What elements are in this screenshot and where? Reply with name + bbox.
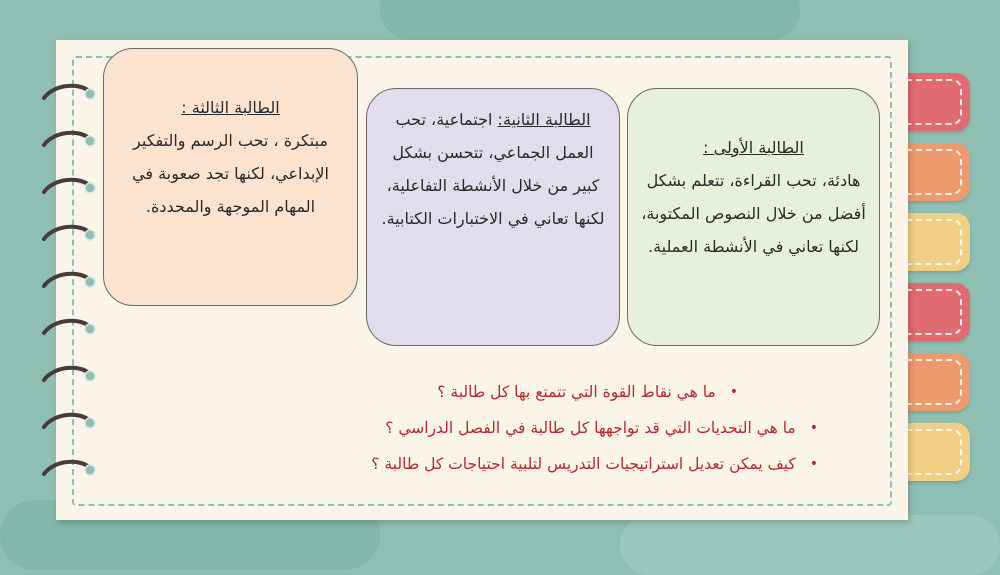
question-text: ما هي التحديات التي قد تواجهها كل طالبة في الفصل الدراسي ؟: [385, 419, 796, 437]
background-brush-stroke: [620, 515, 1000, 575]
question-text: كيف يمكن تعديل استراتيجيات التدريس لتلبية احتياجات كل طالبة ؟: [371, 455, 796, 473]
spiral-ring-icon: [40, 80, 96, 106]
question-text: ما هي نقاط القوة التي تتمتع بها كل طالبة ؟: [437, 383, 716, 401]
card-body: هادئة، تحب القراءة، تتعلم بشكل أفضل من خلال النصوص المكتوبة، لكنها تعاني في الأنشطة العملية.: [641, 171, 866, 256]
spiral-ring-icon: [40, 221, 96, 247]
spiral-ring-icon: [40, 268, 96, 294]
background-brush-stroke: [380, 0, 800, 40]
student-card-third: [103, 48, 358, 306]
spiral-ring-icon: [40, 456, 96, 482]
spiral-ring-icon: [40, 315, 96, 341]
card-title: الطالبة الثانية:: [497, 110, 591, 129]
student-card-second: [366, 88, 620, 346]
spiral-ring-icon: [40, 409, 96, 435]
bullet-dot-icon: •: [729, 384, 738, 400]
card-body: اجتماعية، تحب العمل الجماعي، تتحسن بشكل كبير من خلال الأنشطة التفاعلية، لكنها تعاني في الاختبارات الكتابية.: [381, 110, 605, 228]
card-body: مبتكرة ، تحب الرسم والتفكير الإبداعي، لكنها تجد صعوبة في المهام الموجهة والمحددة.: [132, 131, 329, 216]
spiral-ring-icon: [40, 174, 96, 200]
spiral-ring-icon: [40, 127, 96, 153]
card-title: الطالبة الثالثة :: [181, 98, 280, 117]
question-item: [178, 374, 738, 410]
bullet-dot-icon: •: [809, 420, 818, 436]
question-item: [178, 410, 818, 446]
question-item: [178, 446, 818, 482]
spiral-ring-icon: [40, 362, 96, 388]
card-title: الطالبة الأولى :: [703, 138, 804, 157]
bullet-dot-icon: •: [809, 456, 818, 472]
question-list: [178, 374, 818, 482]
student-card-first: [627, 88, 880, 346]
